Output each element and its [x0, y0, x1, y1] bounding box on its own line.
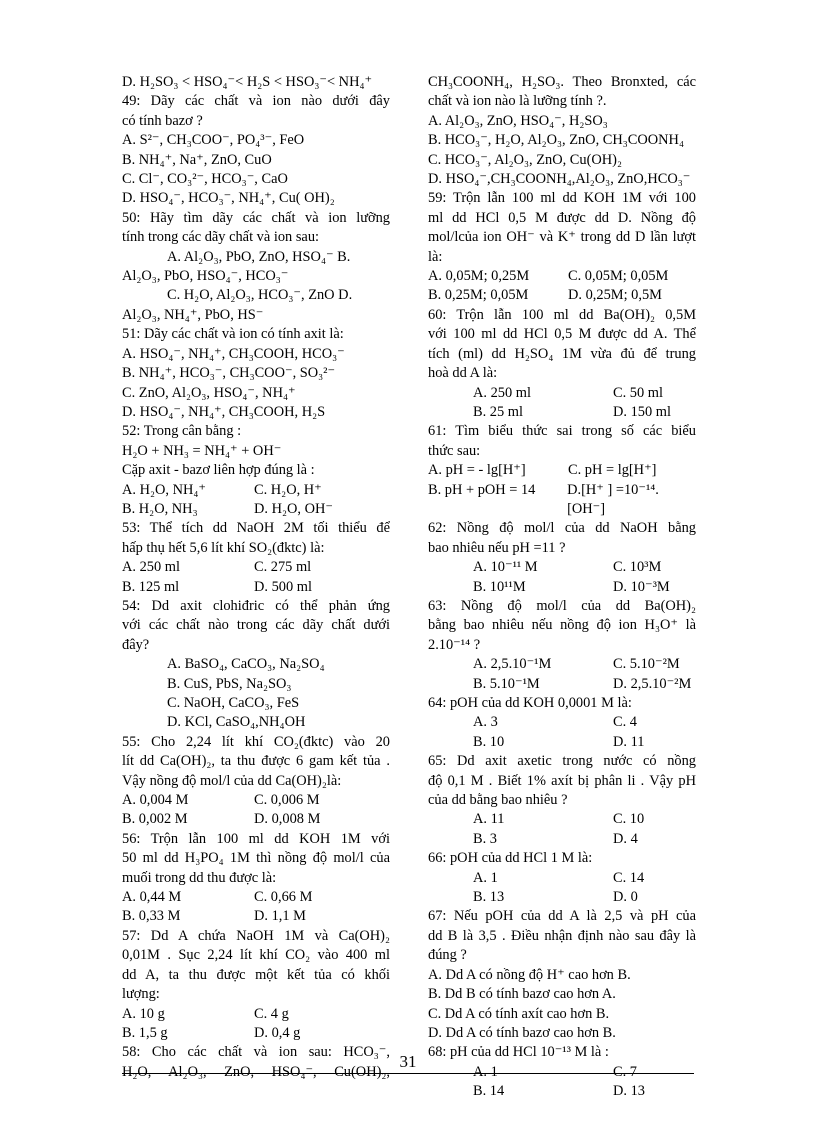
text-line: 0,01M . Sục 2,24 lít khí CO₂ vào 400 ml	[122, 947, 390, 964]
text-line: hoà dd A là:	[428, 365, 498, 382]
answer-option: C. 14	[613, 869, 645, 886]
text-line: C. NaOH, CaCO₃, FeS	[167, 695, 300, 711]
text-line: 65: Dd axit axetic trong nước có nồng	[428, 753, 696, 770]
text-line: 66: pOH của dd HCl 1 M là:	[428, 850, 593, 867]
text-line: độ 0,1 M . Biết 1% axít bị phân li . Vậy pH	[428, 772, 696, 789]
answer-option: C. 0,05M; 0,05M	[568, 268, 669, 285]
left-column	[122, 73, 390, 1082]
answer-option: C. 4	[613, 714, 637, 731]
text-line: 54: Dd axit clohiđric có thể phản ứng	[122, 597, 390, 614]
text-line: H₂O, Al₂O₃, ZnO, HSO₄⁻, Cu(OH)₂,	[122, 1063, 390, 1080]
answer-options-row	[122, 1024, 390, 1043]
text-line: 50 ml dd H₃PO₄ 1M thì nồng độ mol/l của	[122, 850, 390, 867]
answer-options-row	[428, 733, 696, 752]
text-line: H₂O + NH₃ = NH₄⁺ + OH⁻	[122, 442, 282, 459]
text-line: 67: Nếu pOH của dd A là 2,5 và pH của	[428, 908, 696, 925]
answer-options-row	[428, 1082, 696, 1101]
answer-options-row	[122, 1005, 390, 1024]
text-line: 55: Cho 2,24 lít khí CO₂(đktc) vào 20	[122, 733, 390, 750]
text-line: Cặp axit - bazơ liên hợp đúng là :	[122, 462, 315, 479]
text-line: là:	[428, 248, 443, 265]
text-line: 50: Hãy tìm dãy các chất và ion lưỡng	[122, 209, 390, 226]
answer-option: D. 4	[613, 830, 638, 847]
text-line: bằng bao nhiêu nếu nồng độ ion H₃O⁺ là	[428, 617, 696, 634]
text-line: A. HSO₄⁻, NH₄⁺, CH₃COOH, HCO₃⁻	[122, 345, 345, 362]
text-line: 64: pOH của dd KOH 0,0001 M là:	[428, 695, 632, 711]
text-line: bao nhiêu nếu pH =11 ?	[428, 539, 566, 556]
text-line: 53: Thể tích dd NaOH 2M tối thiểu để	[122, 520, 390, 537]
answer-option: A. pH = - lg[H⁺]	[428, 462, 526, 479]
text-line: Al₂O₃, NH₄⁺, PbO, HS⁻	[122, 306, 264, 323]
text-line: D. KCl, CaSO₄,NH₄OH	[167, 714, 306, 731]
text-line: dd A, ta thu được một kết tủa có khối	[122, 966, 390, 983]
answer-option: B. pH + pOH = 14	[428, 481, 536, 498]
answer-option: B. 125 ml	[122, 578, 180, 595]
answer-option: D. 10⁻³M	[613, 578, 670, 595]
answer-options-row	[428, 655, 696, 674]
text-line: thức sau:	[428, 442, 481, 459]
answer-option: C. 7	[613, 1063, 637, 1080]
answer-options-row	[428, 286, 696, 305]
answer-option: A. 250 ml	[122, 559, 180, 576]
text-line: lượng:	[122, 986, 160, 1003]
text-line: 61: Tìm biểu thức sai trong số các biểu	[428, 423, 696, 440]
text-line: muối trong dd thu được là:	[122, 869, 277, 886]
text-line: A. Dd A có nồng độ H⁺ cao hơn B.	[428, 966, 631, 983]
answer-option: D. 2,5.10⁻²M	[613, 675, 692, 692]
text-line: đây?	[122, 636, 150, 653]
text-line: 59: Trộn lẫn 100 ml dd KOH 1M với 100	[428, 190, 696, 207]
answer-options-row	[122, 500, 390, 519]
text-line: D. Dd A có tính bazơ cao hơn B.	[428, 1024, 616, 1041]
answer-option: C. pH = lg[H⁺]	[568, 462, 657, 479]
answer-option: D. 0,008 M	[254, 811, 321, 828]
answer-option: A. 0,004 M	[122, 792, 189, 809]
text-line: 62: Nồng độ mol/l của dd NaOH bằng	[428, 520, 696, 537]
answer-option: C. 275 ml	[254, 559, 312, 576]
answer-options-row	[428, 481, 696, 520]
text-line: với các chất nào trong các dãy chất dưới	[122, 617, 390, 634]
text-line: D. H₂SO₃ < HSO₄⁻< H₂S < HSO₃⁻< NH₄⁺	[122, 74, 373, 90]
answer-option: C. 10	[613, 811, 645, 828]
text-line: B. NH₄⁺, Na⁺, ZnO, CuO	[122, 151, 272, 168]
answer-option: D. 1,1 M	[254, 908, 306, 925]
text-line: 57: Dd A chứa NaOH 1M và Ca(OH)₂	[122, 927, 390, 944]
text-line: chất và ion nào là lưỡng tính ?.	[428, 93, 607, 110]
answer-option: A. H₂O, NH₄⁺	[122, 481, 206, 498]
answer-option: C. 50 ml	[613, 384, 663, 401]
answer-options-row	[428, 713, 696, 732]
answer-option: A. 1	[473, 1063, 498, 1080]
answer-options-row	[428, 384, 696, 403]
text-line: hấp thụ hết 5,6 lít khí SO₂(đktc) là:	[122, 539, 325, 556]
text-line: 2.10⁻¹⁴ ?	[428, 636, 481, 653]
answer-option: B. 3	[473, 830, 497, 847]
answer-options-row	[122, 907, 390, 926]
answer-options-row	[122, 578, 390, 597]
answer-options-row	[428, 267, 696, 286]
text-line: 60: Trộn lẫn 100 ml dd Ba(OH)₂ 0,5M	[428, 306, 696, 323]
page-number: 31	[399, 1052, 417, 1071]
answer-option: B. 1,5 g	[122, 1024, 168, 1041]
answer-option: B. 13	[473, 889, 505, 906]
answer-option: D. 500 ml	[254, 578, 312, 595]
text-line: A. S²⁻, CH₃COO⁻, PO₄³⁻, FeO	[122, 132, 305, 149]
answer-option: A. 250 ml	[473, 384, 531, 401]
answer-option: A. 0,44 M	[122, 889, 182, 906]
text-line: C. ZnO, Al₂O₃, HSO₄⁻, NH₄⁺	[122, 384, 296, 401]
answer-options-row	[428, 888, 696, 907]
text-line: D. HSO₄⁻,CH₃COONH₄,Al₂O₃, ZnO,HCO₃⁻	[428, 171, 691, 188]
answer-options-row	[428, 675, 696, 694]
answer-option: C. 10³M	[613, 559, 662, 576]
text-line: A. BaSO₄, CaCO₃, Na₂SO₄	[167, 656, 325, 673]
answer-options-row	[428, 810, 696, 829]
answer-option: A. 1	[473, 869, 498, 886]
answer-option: B. H₂O, NH₃	[122, 500, 198, 517]
answer-options-row	[122, 558, 390, 577]
answer-option: D. 13	[613, 1083, 645, 1100]
text-line: CH₃COONH₄, H₂SO₃. Theo Bronxted, các	[428, 74, 696, 90]
answer-option: C. 4 g	[254, 1005, 289, 1022]
text-line: C. HCO₃⁻, Al₂O₃, ZnO, Cu(OH)₂	[428, 151, 622, 168]
text-line: 68: pH của dd HCl 10⁻¹³ M là :	[428, 1044, 609, 1061]
text-line: mol/lcủa ion OH⁻ và K⁺ trong dd D lần lượt	[428, 229, 696, 246]
footer-rule	[122, 1073, 694, 1074]
answer-option: B. 10	[473, 733, 505, 750]
answer-option: B. 14	[473, 1083, 505, 1100]
answer-option: A. 3	[473, 714, 498, 731]
text-line: 49: Dãy các chất và ion nào dưới đây	[122, 93, 390, 110]
text-line: có tính bazơ ?	[122, 112, 203, 129]
answer-option: C. 0,006 M	[254, 792, 320, 809]
text-line: D. HSO₄⁻, NH₄⁺, CH₃COOH, H₂S	[122, 403, 326, 420]
answer-option: D. 0,25M; 0,5M	[568, 287, 662, 304]
answer-options-row	[428, 558, 696, 577]
text-line: 56: Trộn lẫn 100 ml dd KOH 1M với	[122, 830, 390, 847]
text-line: lít dd Ca(OH)₂, ta thu được 6 gam kết tủa .	[122, 753, 390, 770]
answer-option: A. 10 g	[122, 1005, 165, 1022]
answer-option: B. 5.10⁻¹M	[473, 675, 540, 692]
answer-option: D. 0	[613, 889, 638, 906]
answer-option: C. 5.10⁻²M	[613, 656, 680, 673]
answer-options-row	[428, 578, 696, 597]
text-line: dd B là 3,5 . Điều nhận định nào sau đây là	[428, 927, 696, 944]
text-line: C. Cl⁻, CO₃²⁻, HCO₃⁻, CaO	[122, 171, 288, 188]
answer-options-row	[428, 403, 696, 422]
answer-option: B. 25 ml	[473, 403, 523, 420]
text-line: D. HSO₄⁻, HCO₃⁻, NH₄⁺, Cu( OH)₂	[122, 190, 335, 207]
text-line: A. Al₂O₃, ZnO, HSO₄⁻, H₂SO₃	[428, 112, 608, 129]
answer-option: B. 0,33 M	[122, 908, 181, 925]
answer-option: C. 0,66 M	[254, 889, 313, 906]
text-line: 63: Nồng độ mol/l của dd Ba(OH)₂	[428, 597, 696, 614]
answer-option: B. 0,25M; 0,05M	[428, 287, 529, 304]
text-line: B. Dd B có tính bazơ cao hơn A.	[428, 986, 616, 1003]
answer-option: D.[H⁺ ] =10⁻¹⁴.[OH⁻]	[567, 481, 659, 517]
answer-options-row	[122, 481, 390, 500]
text-line: tích (ml) dd H₂SO₄ 1M vừa đủ để trung	[428, 345, 696, 362]
answer-option: A. 2,5.10⁻¹M	[473, 656, 552, 673]
text-line: đúng ?	[428, 947, 467, 964]
right-column	[428, 73, 696, 1102]
text-line: A. Al₂O₃, PbO, ZnO, HSO₄⁻ B.	[167, 248, 351, 265]
text-line: B. CuS, PbS, Na₂SO₃	[167, 675, 292, 692]
answer-options-row	[428, 869, 696, 888]
text-line: của dd bằng bao nhiêu ?	[428, 792, 568, 809]
text-line: 58: Cho các chất và ion sau: HCO₃⁻,	[122, 1044, 390, 1061]
text-line: B. HCO₃⁻, H₂O, Al₂O₃, ZnO, CH₃COONH₄	[428, 132, 684, 149]
answer-option: B. 10¹¹M	[473, 578, 526, 595]
answer-option: D. 150 ml	[613, 403, 671, 420]
text-line: B. NH₄⁺, HCO₃⁻, CH₃COO⁻, SO₃²⁻	[122, 365, 336, 382]
text-line: ml dd HCl 0,5 M được dd D. Nồng độ	[428, 209, 696, 226]
answer-options-row	[428, 830, 696, 849]
text-line: Vậy nồng độ mol/l của dd Ca(OH)₂là:	[122, 772, 342, 789]
answer-options-row	[122, 888, 390, 907]
answer-option: A. 10⁻¹¹ M	[473, 559, 538, 576]
text-line: C. Dd A có tính axít cao hơn B.	[428, 1005, 610, 1022]
answer-option: D. 0,4 g	[254, 1024, 301, 1041]
text-line: C. H₂O, Al₂O₃, HCO₃⁻, ZnO D.	[167, 287, 353, 304]
text-line: tính trong các dãy chất và ion sau:	[122, 229, 320, 246]
text-line: 51: Dãy các chất và ion có tính axit là:	[122, 326, 344, 343]
answer-options-row	[428, 461, 696, 480]
text-line: 52: Trong cân bằng :	[122, 423, 242, 440]
answer-option: A. 0,05M; 0,25M	[428, 268, 530, 285]
answer-options-row	[122, 791, 390, 810]
answer-option: D. H₂O, OH⁻	[254, 500, 333, 517]
answer-options-row	[122, 810, 390, 829]
answer-option: B. 0,002 M	[122, 811, 188, 828]
text-line: Al₂O₃, PbO, HSO₄⁻, HCO₃⁻	[122, 268, 289, 285]
answer-option: D. 11	[613, 733, 645, 750]
text-line: với 100 ml dd HCl 0,5 M được dd A. Thể	[428, 326, 696, 343]
answer-option: C. H₂O, H⁺	[254, 481, 322, 498]
answer-option: A. 11	[473, 811, 505, 828]
